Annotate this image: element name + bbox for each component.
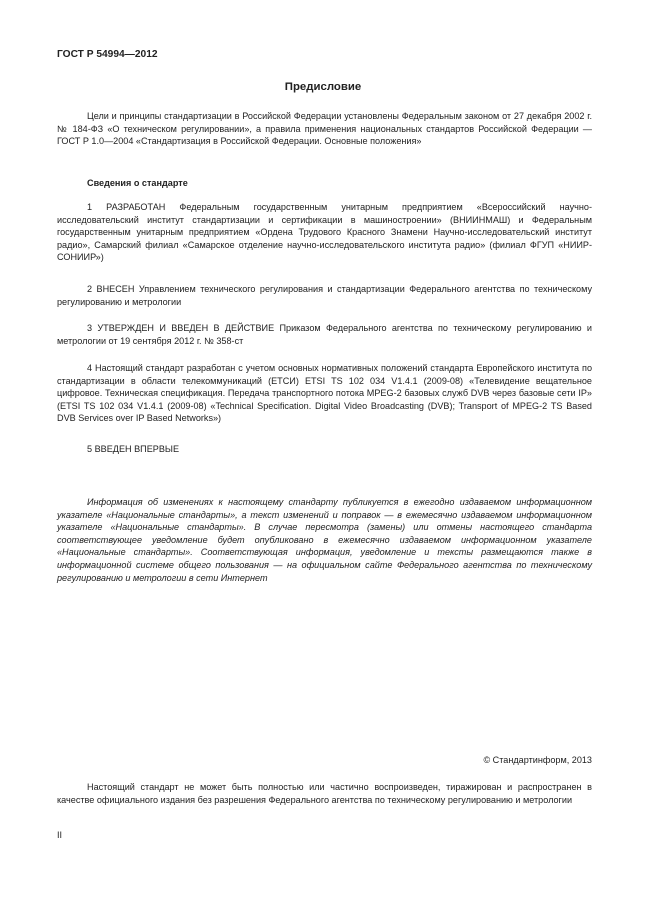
item-first-time: 5 ВВЕДЕН ВПЕРВЫЕ: [87, 444, 180, 454]
page-number: II: [57, 830, 63, 840]
info-heading: Сведения о стандарте: [87, 178, 188, 188]
reproduction-notice: Настоящий стандарт не может быть полностью или частично воспроизведен, тиражирован и распространен в качестве официального издания без разрешения Федерального агентства по техническому регулированию и метрологии: [57, 782, 592, 805]
item-introduced: 2 ВНЕСЕН Управлением технического регулирования и стандартизации Федерального агентства по техническому регулированию и метрологии: [57, 284, 592, 307]
item-developed: 1 РАЗРАБОТАН Федеральным государственным унитарным предприятием «Всероссийский научно-исследовательский институт стандартизации и сертификации в машиностроении» (ВНИИНМАШ) и Федеральным государственным унитарным предприятием «Ордена Трудового Красного Знамени Научно-исследовательский институт радио», Самарский филиал «Самарское отделение научно-исследовательского института радио» (филиал ФГУП «НИИР-СОНИИР»): [57, 202, 592, 263]
standard-code: ГОСТ Р 54994—2012: [57, 49, 158, 60]
copyright: © Стандартинформ, 2013: [483, 755, 592, 765]
item-based-on: 4 Настоящий стандарт разработан с учетом основных нормативных положений стандарта Европейского института по стандартизации в области телекоммуникаций (ЕТСИ) ETSI TS 102 034 V1.4.1 (2009-08) «Телевидение вещательное цифровое. Техническая спецификация. Передача транспортного потока MPEG-2 базовых служб DVB через базовые сети IP» (ETSI TS 102 034 V1.4.1 (2009-08) «Technical Specification. Digital Video Broadcasting (DVB); Transport of MPEG-2 TS Based DVB Services over IP Based Networks»): [57, 363, 592, 424]
item-approved: 3 УТВЕРЖДЕН И ВВЕДЕН В ДЕЙСТВИЕ Приказом Федерального агентства по техническому регулированию и метрологии от 19 сентября 2012 г. № 358-ст: [57, 323, 592, 346]
page-title: Предисловие: [284, 81, 362, 93]
intro-paragraph: Цели и принципы стандартизации в Российской Федерации установлены Федеральным законом от 27 декабря 2002 г. № 184-ФЗ «О техническом регулировании», а правила применения национальных стандартов Российской Федерации — ГОСТ Р 1.0—2004 «Стандартизация в Российской Федерации. Основные положения»: [57, 111, 592, 147]
changes-notice: Информация об изменениях к настоящему стандарту публикуется в ежегодно издаваемом информационном указателе «Национальные стандарты», а текст изменений и поправок — в ежемесячно издаваемом информационном указателе «Национальные стандарты». В случае пересмотра (замены) или отмены настоящего стандарта соответствующее уведомление будет опубликовано в ежемесячно издаваемом информационном указателе «Национальные стандарты». Соответствующая информация, уведомление и тексты размещаются также в информационной системе общего пользования — на официальном сайте Федерального агентства по техническому регулированию и метрологии в сети Интернет: [57, 497, 592, 583]
